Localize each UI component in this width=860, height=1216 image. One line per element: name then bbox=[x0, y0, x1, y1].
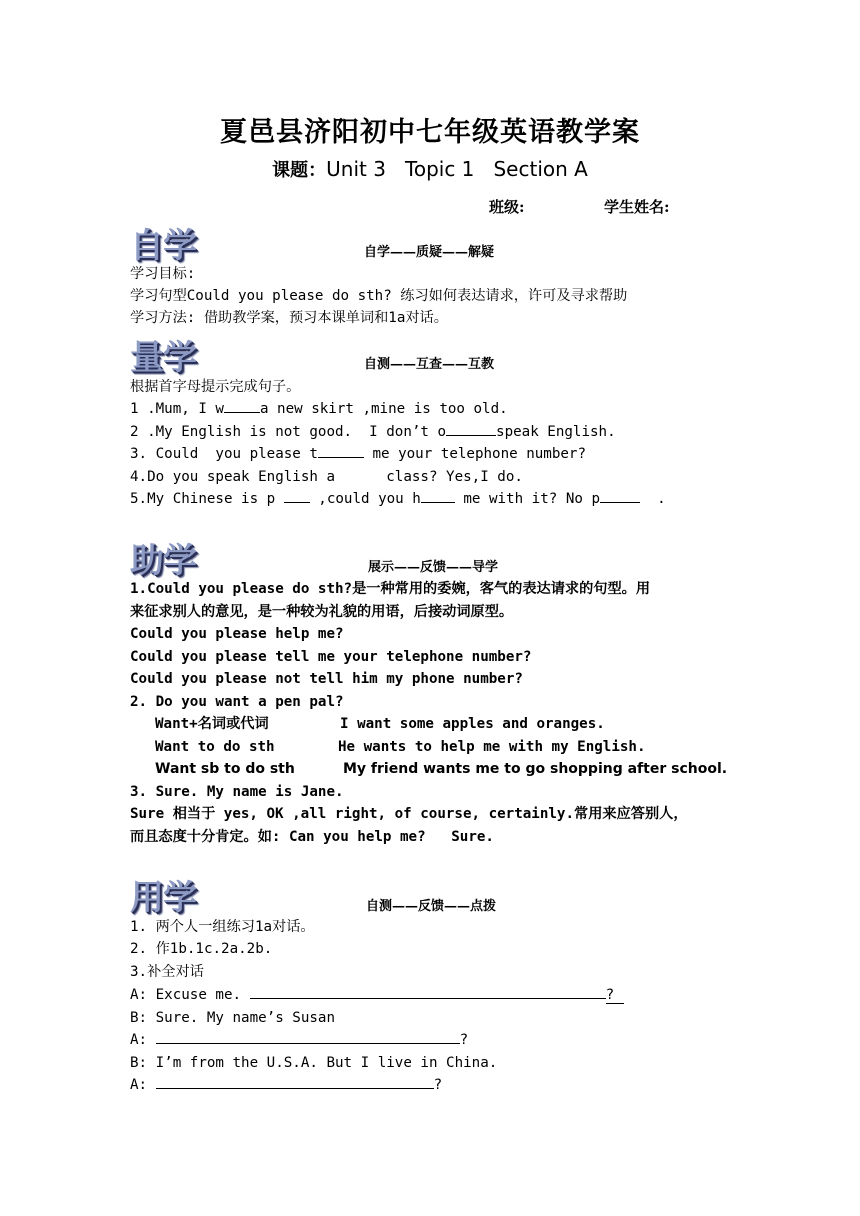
yongxue-line-2: 2. 作1b.1c.2a.2b. bbox=[130, 941, 273, 957]
zhuxue-line-2: 来征求别人的意见，是一种较为礼貌的用语，后接动词原型。 bbox=[130, 604, 514, 620]
zhuxue-line-10: 3. Sure. My name is Jane. bbox=[130, 784, 344, 800]
page-title: 夏邑县济阳初中七年级英语教学案 bbox=[220, 117, 640, 148]
liangxue-instruction: 根据首字母提示完成句子。 bbox=[130, 379, 301, 395]
yongxue-line-4: A: Excuse me. ? bbox=[130, 984, 624, 1007]
yongxue-line-1: 1. 两个人一组练习1a对话。 bbox=[130, 919, 315, 935]
zhuxue-line-4: Could you please tell me your telephone number? bbox=[130, 649, 532, 665]
class-label: 班级: bbox=[489, 198, 525, 216]
student-name-label: 学生姓名: bbox=[604, 198, 670, 216]
yongxue-line-7: B: I’m from the U.S.A. But I live in China. bbox=[130, 1055, 498, 1071]
yongxue-line-8: A: ? bbox=[130, 1074, 442, 1097]
subject-label: 课题： bbox=[272, 160, 327, 181]
motto-yongxue: 自测——反馈——点拨 bbox=[366, 899, 497, 914]
motto-zhuxue: 展示——反馈——导学 bbox=[368, 560, 499, 575]
yongxue-line-6: A: ? bbox=[130, 1029, 468, 1052]
liangxue-q3: 3. Could you please t me your telephone number? bbox=[130, 443, 586, 466]
zhuxue-line-7b: I want some apples and oranges. bbox=[340, 716, 605, 732]
zhuxue-line-6: 2. Do you want a pen pal? bbox=[130, 694, 344, 710]
zixue-line-3: 学习方法: 借助教学案，预习本课单词和1a对话。 bbox=[130, 310, 448, 326]
motto-zixue: 自学——质疑——解疑 bbox=[364, 245, 495, 260]
badge-yongxue: 用学 bbox=[130, 878, 196, 918]
motto-liangxue: 自测——互查——互教 bbox=[364, 357, 495, 372]
zixue-line-1: 学习目标: bbox=[130, 266, 196, 282]
badge-liangxue: 量学 bbox=[130, 338, 196, 378]
zhuxue-line-8b: He wants to help me with my English. bbox=[338, 739, 646, 755]
zhuxue-line-9b: My friend wants me to go shopping after school. bbox=[343, 761, 728, 777]
yongxue-line-5: B: Sure. My name’s Susan bbox=[130, 1010, 335, 1026]
badge-zhuxue: 助学 bbox=[130, 541, 196, 581]
zixue-line-2: 学习句型Could you please do sth? 练习如何表达请求，许可及寻求帮助 bbox=[130, 288, 628, 304]
zhuxue-line-3: Could you please help me? bbox=[130, 626, 344, 642]
zhuxue-line-12: 而且态度十分肯定。如: Can you help me? Sure. bbox=[130, 829, 494, 845]
liangxue-q5: 5.My Chinese is p ,could you h me with it? No p . bbox=[130, 488, 666, 511]
subject-text: Unit 3 Topic 1 Section A bbox=[326, 157, 588, 181]
badge-zixue: 自学 bbox=[130, 226, 196, 266]
yongxue-line-3: 3.补全对话 bbox=[130, 964, 204, 980]
liangxue-q1: 1 .Mum, I w a new skirt ,mine is too old. bbox=[130, 398, 508, 421]
zhuxue-line-5: Could you please not tell him my phone number? bbox=[130, 671, 523, 687]
zhuxue-line-11: Sure 相当于 yes, OK ,all right, of course, certainly.常用来应答别人， bbox=[130, 806, 688, 822]
zhuxue-line-7a: Want+名词或代词 bbox=[155, 716, 269, 732]
liangxue-q4: 4.Do you speak English a class? Yes,I do. bbox=[130, 469, 523, 485]
liangxue-q2: 2 .My English is not good. I don’t o speak English. bbox=[130, 421, 616, 444]
zhuxue-line-8a: Want to do sth bbox=[155, 739, 275, 755]
zhuxue-line-1: 1.Could you please do sth?是一种常用的委婉，客气的表达请求的句型。用 bbox=[130, 581, 651, 597]
lesson-subject bbox=[0, 156, 860, 182]
zhuxue-line-9a: Want sb to do sth bbox=[155, 761, 295, 777]
